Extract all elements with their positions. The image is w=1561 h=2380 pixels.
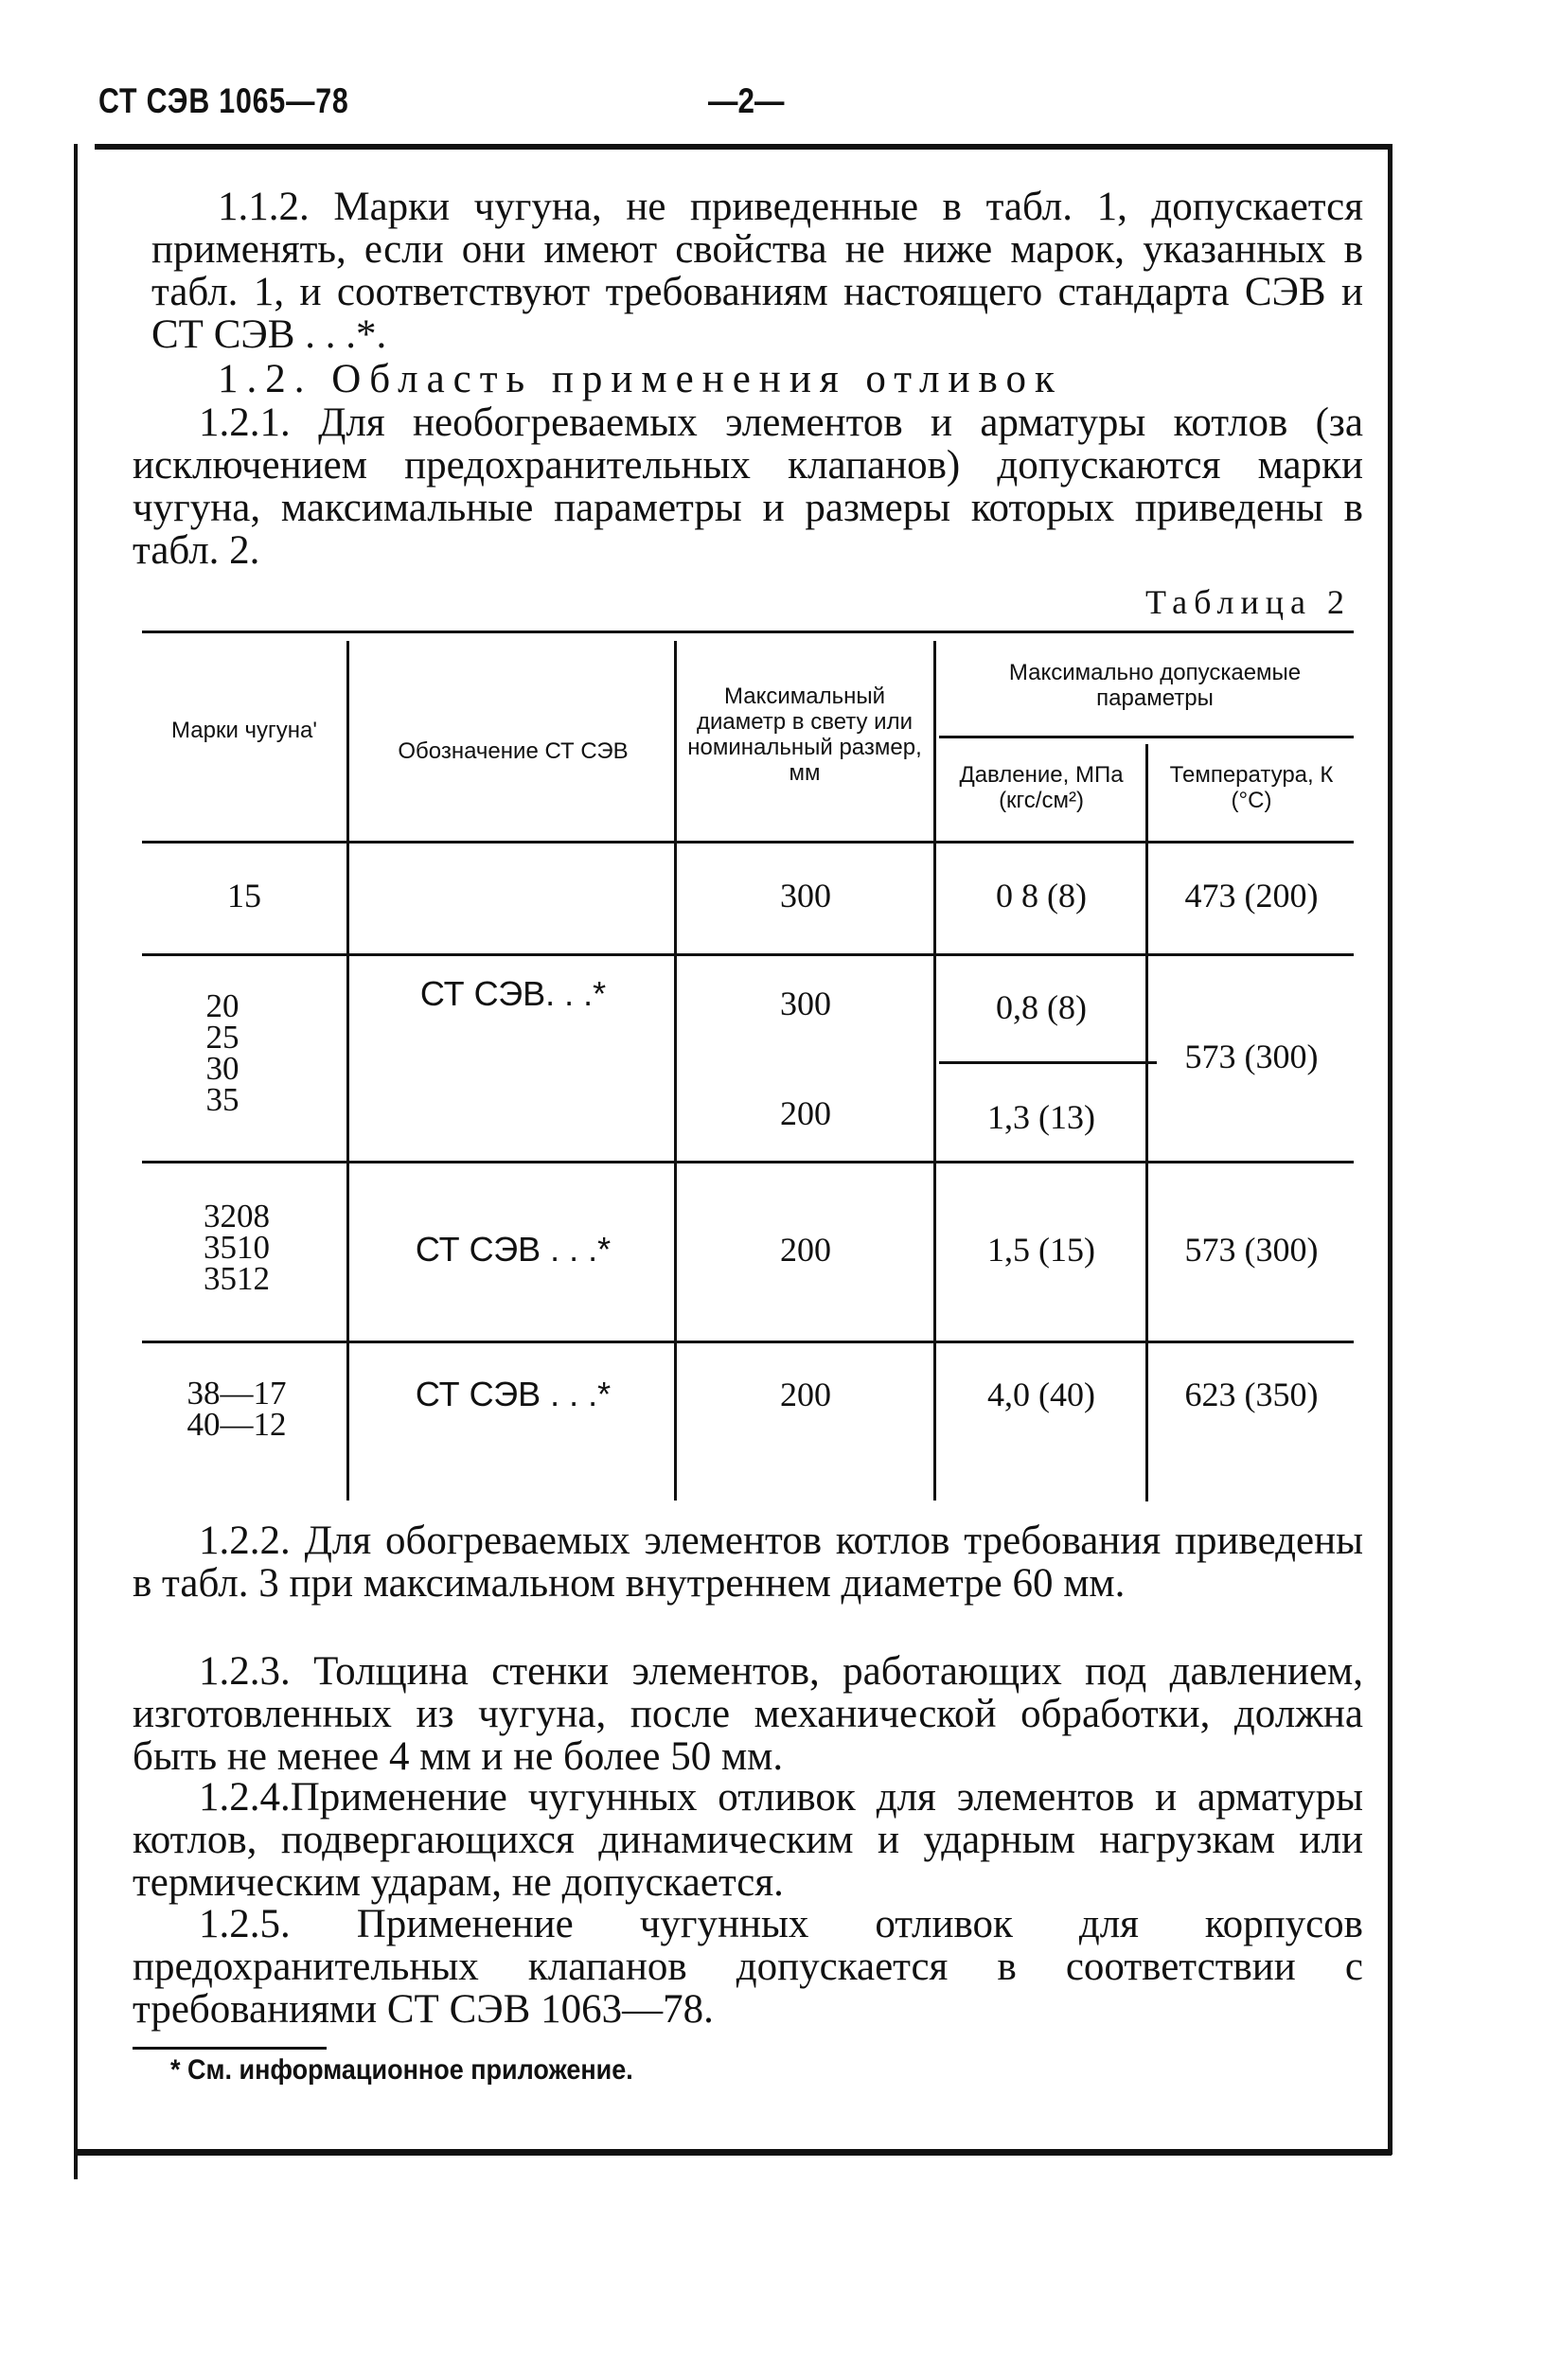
row3-pressure: 1,5 (15) — [987, 1231, 1095, 1269]
row4-grade: 40—12 — [186, 1406, 287, 1443]
row3-grade: 3512 — [204, 1260, 270, 1297]
right-frame-line — [1388, 144, 1392, 2155]
paragraph-1-2-3: 1.2.3. Толщина стенки элементов, работающих под давлением, изготовленных из чугуна, после механической обработки, должна быть не менее 4 мм и не более 50 мм. — [133, 1649, 1363, 1779]
header-grade: Марки чугуна' — [171, 718, 317, 743]
row-rule-2-split — [939, 1061, 1157, 1064]
standard-number: СТ СЭВ 1065—78 — [98, 81, 349, 120]
row2-temperature: 573 (300) — [1184, 1038, 1319, 1075]
row4-grade: 38—17 — [186, 1375, 287, 1412]
params-subheader-rule — [939, 736, 1354, 738]
footnote: * См. информационное приложение. — [170, 2054, 633, 2086]
row-rule-1 — [142, 953, 1354, 956]
row3-grade: 3510 — [204, 1229, 270, 1266]
page-number: —2— — [708, 81, 785, 120]
row2-grade: 35 — [205, 1081, 239, 1118]
table-top-rule — [142, 631, 1354, 633]
row3-designation: СТ СЭВ . . .* — [415, 1230, 612, 1269]
col-rule-2 — [674, 641, 677, 1501]
paragraph-1-1-2: 1.1.2. Марки чугуна, не приведенные в табл. 1, допускается применять, если они имеют свойства не ниже марок, указанных в табл. 1, и соответствуют требованиям настоящего стандарта СЭВ и СТ СЭВ . . .*. — [151, 185, 1363, 357]
row1-pressure: 0 8 (8) — [996, 877, 1087, 915]
row1-grade: 15 — [227, 877, 261, 915]
header-temperature: Температура, К (°С) — [1169, 762, 1334, 813]
header-diameter: Максимальный диаметр в свету или номинальный размер, мм — [687, 684, 922, 786]
row3-grades — [142, 1198, 331, 1297]
table-caption: Таблица 2 — [1145, 583, 1351, 621]
row1-temperature: 473 (200) — [1184, 877, 1319, 915]
row2-diameter-a: 300 — [780, 985, 831, 1022]
header-max-params: Максимально допускаемые параметры — [1008, 660, 1302, 711]
row3-diameter: 200 — [780, 1231, 831, 1269]
col-rule-4 — [1145, 744, 1148, 1501]
row2-pressure-b: 1,3 (13) — [987, 1098, 1095, 1136]
paragraph-1-2-2: 1.2.2. Для обогреваемых элементов котлов требования приведены в табл. 3 при максимальном внутреннем диаметре 60 мм. — [133, 1519, 1363, 1606]
row-rule-3 — [142, 1341, 1354, 1343]
left-frame-line — [74, 144, 78, 2179]
row1-diameter: 300 — [780, 877, 831, 915]
section-heading-1-2 — [151, 358, 1363, 400]
header-designation: Обозначение СТ СЭВ — [398, 738, 629, 764]
row-rule-2 — [142, 1161, 1354, 1163]
bottom-rule — [74, 2149, 1392, 2156]
row2-grade: 20 — [205, 987, 239, 1024]
row3-grade: 3208 — [204, 1198, 270, 1234]
row4-temperature: 623 (350) — [1184, 1376, 1319, 1413]
col-rule-1 — [346, 641, 349, 1501]
row2-grade: 25 — [205, 1019, 239, 1056]
row2-pressure-a: 0,8 (8) — [996, 988, 1087, 1026]
row4-pressure: 4,0 (40) — [987, 1376, 1095, 1413]
row2-grades — [142, 987, 303, 1118]
section-heading-text: 1.2. Область применения отливок — [218, 357, 1063, 401]
header-pressure: Давление, МПа (кгс/см²) — [959, 762, 1124, 813]
col-rule-3 — [933, 641, 936, 1501]
footnote-rule — [133, 2047, 327, 2050]
top-rule — [95, 144, 1392, 150]
row2-diameter-b: 200 — [780, 1094, 831, 1132]
row2-grade: 30 — [205, 1050, 239, 1087]
row2-designation: СТ СЭВ. . .* — [419, 974, 607, 1013]
paragraph-1-2-4: 1.2.4.Применение чугунных отливок для элементов и арматуры котлов, подвергающихся динамическим и ударным нагрузкам или термическим ударам, не допускается. — [133, 1775, 1363, 1905]
row4-grades — [142, 1375, 331, 1443]
row4-designation: СТ СЭВ . . .* — [415, 1375, 612, 1413]
paragraph-1-2-5: 1.2.5. Применение чугунных отливок для корпусов предохранительных клапанов допускается в соответствии с требованиями СТ СЭВ 1063—78. — [133, 1902, 1363, 2032]
header-bottom-rule — [142, 841, 1354, 844]
row3-temperature: 573 (300) — [1184, 1231, 1319, 1269]
row4-diameter: 200 — [780, 1376, 831, 1413]
paragraph-1-2-1: 1.2.1. Для необогреваемых элементов и арматуры котлов (за исключением предохранительных клапанов) допускаются марки чугуна, максимальные параметры и размеры которых приведены в табл. 2. — [133, 400, 1363, 573]
